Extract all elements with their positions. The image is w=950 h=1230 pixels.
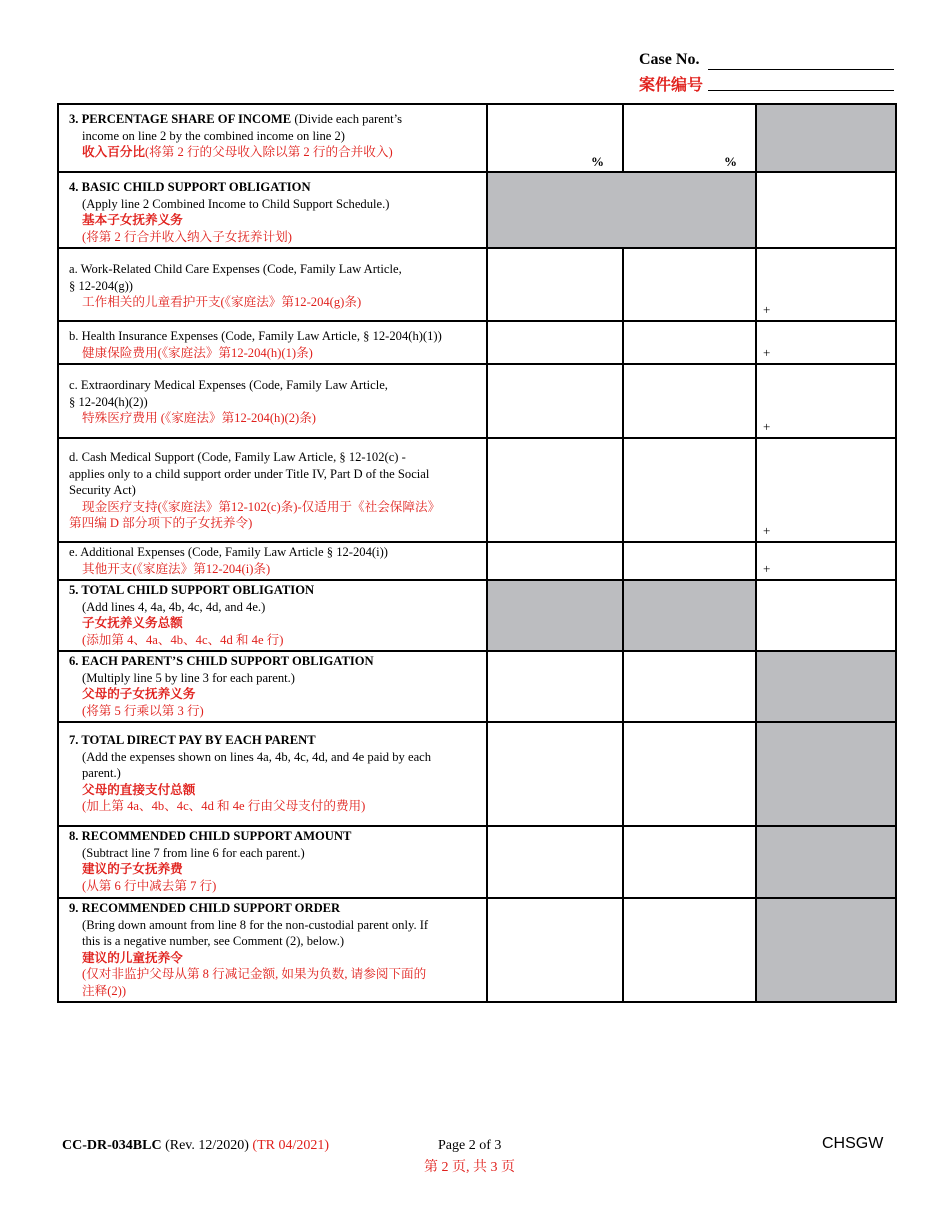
row-5-zh-title: 子女抚养义务总额 bbox=[82, 616, 183, 630]
row-4d-zh1: 现金医疗支持(《家庭法》第12-102(c)条)-仅适用于《社会保障法》 bbox=[82, 499, 441, 514]
row-5-title: 5. TOTAL CHILD SUPPORT OBLIGATION bbox=[69, 583, 315, 597]
row-9-zh-desc1: (仅对非监护父母从第 8 行减记金额, 如果为负数, 请参阅下面的 bbox=[82, 967, 427, 981]
row-3-title: 3. PERCENTAGE SHARE OF INCOME bbox=[69, 112, 292, 126]
row-4d-description bbox=[58, 438, 487, 542]
row-4d-parent-a-cell[interactable] bbox=[487, 438, 623, 542]
row-4c-line2: § 12-204(h)(2)) bbox=[69, 394, 148, 409]
row-4d-line3: Security Act) bbox=[69, 483, 136, 497]
row-9-parent-b-cell[interactable] bbox=[623, 898, 756, 1002]
row-4-desc: (Apply line 2 Combined Income to Child Support Schedule.) bbox=[82, 196, 390, 211]
row-3-zh-desc: (将第 2 行的父母收入除以第 2 行的合并收入) bbox=[144, 145, 393, 159]
row-3-combined-shaded bbox=[756, 104, 896, 172]
row-7-desc1: (Add the expenses shown on lines 4a, 4b, 4c, 4d, and 4e paid by each bbox=[82, 749, 432, 764]
row-8-parent-b-cell[interactable] bbox=[623, 826, 756, 898]
row-4a-description bbox=[58, 248, 487, 321]
row-4c-description bbox=[58, 364, 487, 438]
row-4e-description bbox=[58, 542, 487, 580]
form-id: CC-DR-034BLC bbox=[62, 1138, 162, 1153]
row-4a bbox=[58, 248, 896, 321]
plus-sign: + bbox=[763, 522, 771, 538]
row-4c-combined-cell[interactable] bbox=[756, 364, 896, 438]
row-4-zh-title: 基本子女抚养义务 bbox=[82, 213, 183, 227]
row-6-title: 6. EACH PARENT’S CHILD SUPPORT OBLIGATION bbox=[69, 654, 374, 668]
row-8-description bbox=[58, 826, 487, 898]
row-8-zh-title: 建议的子女抚养费 bbox=[82, 862, 183, 876]
row-4b-description bbox=[58, 321, 487, 364]
child-support-worksheet-table bbox=[57, 103, 897, 1003]
row-6 bbox=[58, 651, 896, 722]
row-4-description bbox=[58, 172, 487, 248]
row-8-parent-a-cell[interactable] bbox=[487, 826, 623, 898]
row-5 bbox=[58, 580, 896, 651]
row-4e-parent-b-cell[interactable] bbox=[623, 542, 756, 580]
row-4c-parent-a-cell[interactable] bbox=[487, 364, 623, 438]
row-9-desc2: this is a negative number, see Comment (2), below.) bbox=[82, 934, 345, 948]
row-4a-parent-b-cell[interactable] bbox=[623, 248, 756, 321]
form-revision: (Rev. 12/2020) bbox=[165, 1138, 249, 1153]
row-8-zh-desc: (从第 6 行中减去第 7 行) bbox=[82, 878, 217, 893]
page-number: Page 2 of 3 bbox=[438, 1138, 502, 1153]
row-4a-line2: § 12-204(g)) bbox=[69, 278, 134, 293]
percent-sign: % bbox=[591, 153, 604, 169]
row-4a-parent-a-cell[interactable] bbox=[487, 248, 623, 321]
row-4a-line1: a. Work-Related Child Care Expenses (Code, Family Law Article, bbox=[69, 262, 402, 276]
row-3 bbox=[58, 104, 896, 172]
row-4e-line1: e. Additional Expenses (Code, Family Law Article § 12-204(i)) bbox=[69, 545, 388, 559]
row-7-parent-a-cell[interactable] bbox=[487, 722, 623, 826]
plus-sign: + bbox=[763, 344, 771, 360]
row-6-zh-title: 父母的子女抚养义务 bbox=[82, 687, 196, 701]
row-6-description bbox=[58, 651, 487, 722]
row-7 bbox=[58, 722, 896, 826]
row-5-parent-a-shaded bbox=[487, 580, 623, 651]
row-4e-parent-a-cell[interactable] bbox=[487, 542, 623, 580]
row-9-description bbox=[58, 898, 487, 1002]
row-6-zh-desc: (将第 5 行乘以第 3 行) bbox=[82, 703, 204, 718]
row-3-parent-b-cell[interactable] bbox=[623, 104, 756, 172]
row-4-combined-cell[interactable] bbox=[756, 172, 896, 248]
row-7-parent-b-cell[interactable] bbox=[623, 722, 756, 826]
case-no-label-zh: 案件编号 bbox=[639, 77, 704, 94]
row-3-desc-b: income on line 2 by the combined income on line 2) bbox=[82, 128, 346, 143]
row-5-parent-b-shaded bbox=[623, 580, 756, 651]
row-4e bbox=[58, 542, 896, 580]
row-7-title: 7. TOTAL DIRECT PAY BY EACH PARENT bbox=[69, 733, 316, 747]
row-6-desc: (Multiply line 5 by line 3 for each parent.) bbox=[82, 670, 295, 685]
plus-sign: + bbox=[763, 560, 771, 576]
row-9-zh-desc2: 注释(2)) bbox=[82, 983, 127, 998]
percent-sign: % bbox=[724, 153, 737, 169]
row-6-parent-a-cell[interactable] bbox=[487, 651, 623, 722]
row-4-parents-shaded bbox=[487, 172, 756, 248]
row-4c-parent-b-cell[interactable] bbox=[623, 364, 756, 438]
row-4a-combined-cell[interactable] bbox=[756, 248, 896, 321]
row-4e-zh: 其他开支(《家庭法》第12-204(i)条) bbox=[82, 561, 271, 576]
row-4e-combined-cell[interactable] bbox=[756, 542, 896, 580]
form-id-line bbox=[62, 1138, 329, 1154]
case-no-field[interactable] bbox=[708, 53, 894, 70]
row-9-parent-a-cell[interactable] bbox=[487, 898, 623, 1002]
row-5-combined-cell[interactable] bbox=[756, 580, 896, 651]
row-4b-parent-b-cell[interactable] bbox=[623, 321, 756, 364]
row-4d-line2: applies only to a child support order under Title IV, Part D of the Social bbox=[69, 466, 430, 481]
row-4c-zh: 特殊医疗费用 (《家庭法》第12-204(h)(2)条) bbox=[82, 411, 317, 425]
row-4d-zh2: 第四编 D 部分项下的子女抚养令) bbox=[69, 516, 253, 530]
row-4b bbox=[58, 321, 896, 364]
row-9-title: 9. RECOMMENDED CHILD SUPPORT ORDER bbox=[69, 901, 341, 915]
form-translation-revision: (TR 04/2021) bbox=[252, 1138, 330, 1153]
row-7-zh-title: 父母的直接支付总额 bbox=[82, 782, 196, 797]
form-code: CHSGW bbox=[822, 1135, 884, 1152]
row-5-desc: (Add lines 4, 4a, 4b, 4c, 4d, and 4e.) bbox=[82, 599, 266, 614]
row-3-parent-a-cell[interactable] bbox=[487, 104, 623, 172]
row-4-zh-desc: (将第 2 行合并收入纳入子女抚养计划) bbox=[82, 229, 292, 244]
plus-sign: + bbox=[763, 301, 771, 317]
row-4a-zh: 工作相关的儿童看护开支(《家庭法》第12-204(g)条) bbox=[82, 295, 362, 309]
case-no-label: Case No. bbox=[639, 51, 700, 68]
row-5-zh-desc: (添加第 4、4a、4b、4c、4d 和 4e 行) bbox=[82, 632, 284, 647]
row-6-parent-b-cell[interactable] bbox=[623, 651, 756, 722]
row-5-description bbox=[58, 580, 487, 651]
row-4b-line1: b. Health Insurance Expenses (Code, Family Law Article, § 12-204(h)(1)) bbox=[69, 329, 442, 343]
row-9-zh-title: 建议的儿童抚养令 bbox=[82, 950, 183, 965]
plus-sign: + bbox=[763, 418, 771, 434]
row-4b-parent-a-cell[interactable] bbox=[487, 321, 623, 364]
row-4b-zh: 健康保险费用(《家庭法》第12-204(h)(1)条) bbox=[82, 345, 313, 360]
row-4 bbox=[58, 172, 896, 248]
row-4-title: 4. BASIC CHILD SUPPORT OBLIGATION bbox=[69, 180, 311, 194]
row-4c-line1: c. Extraordinary Medical Expenses (Code, Family Law Article, bbox=[69, 378, 388, 392]
row-8-desc: (Subtract line 7 from line 6 for each parent.) bbox=[82, 845, 305, 860]
row-4d-combined-cell[interactable] bbox=[756, 438, 896, 542]
row-7-combined-shaded bbox=[756, 722, 896, 826]
row-4c bbox=[58, 364, 896, 438]
row-8-title: 8. RECOMMENDED CHILD SUPPORT AMOUNT bbox=[69, 829, 352, 843]
row-7-zh-desc: (加上第 4a、4b、4c、4d 和 4e 行由父母支付的费用) bbox=[82, 799, 366, 813]
row-9 bbox=[58, 898, 896, 1002]
row-3-zh-title: 收入百分比 bbox=[82, 145, 145, 159]
row-4d-parent-b-cell[interactable] bbox=[623, 438, 756, 542]
row-7-desc2: parent.) bbox=[82, 766, 121, 780]
case-no-zh-field[interactable] bbox=[708, 74, 894, 91]
row-3-desc-a: (Divide each parent’s bbox=[294, 112, 403, 126]
row-4b-combined-cell[interactable] bbox=[756, 321, 896, 364]
row-9-combined-shaded bbox=[756, 898, 896, 1002]
page-number-zh: 第 2 页, 共 3 页 bbox=[424, 1160, 515, 1175]
row-8-combined-shaded bbox=[756, 826, 896, 898]
row-6-combined-shaded bbox=[756, 651, 896, 722]
row-3-description bbox=[58, 104, 487, 172]
row-7-description bbox=[58, 722, 487, 826]
row-8 bbox=[58, 826, 896, 898]
row-4d bbox=[58, 438, 896, 542]
row-9-desc1: (Bring down amount from line 8 for the non-custodial parent only. If bbox=[82, 917, 429, 932]
row-4d-line1: d. Cash Medical Support (Code, Family Law Article, § 12-102(c) - bbox=[69, 450, 406, 464]
